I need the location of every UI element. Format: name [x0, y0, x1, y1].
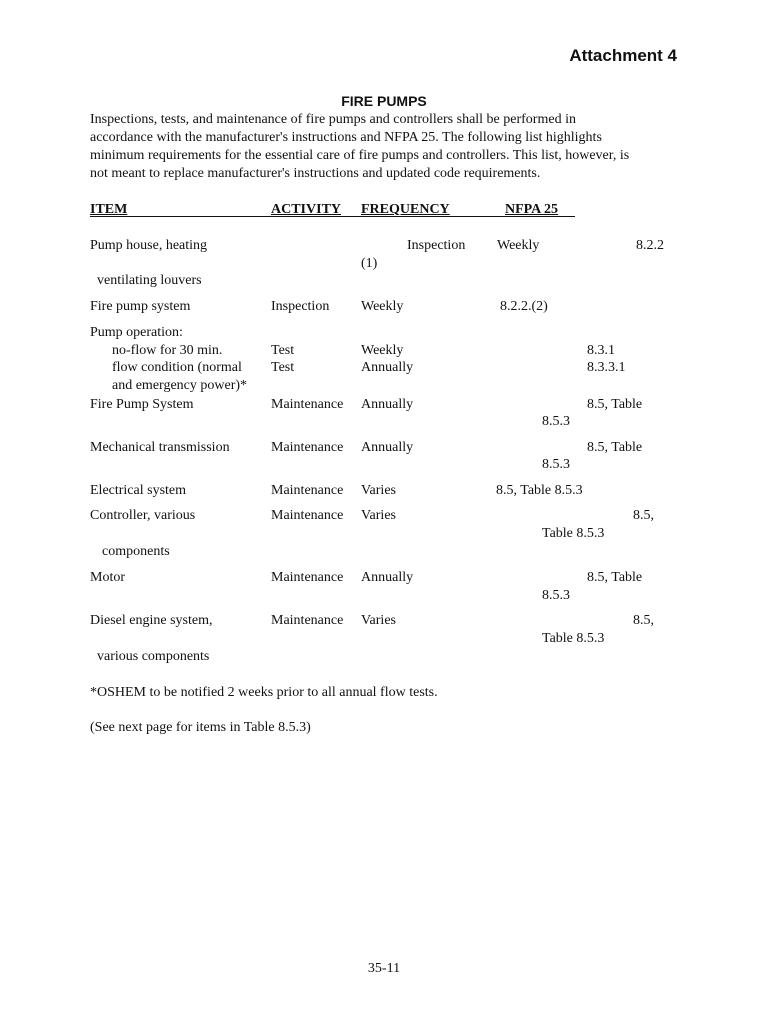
- row-fire-pump-maint-activity: Maintenance: [271, 397, 344, 412]
- intro-line: minimum requirements for the essential care of fire pumps and controllers. This list, however, is: [90, 148, 630, 163]
- row-pump-op-flow-nfpa: 8.3.3.1: [587, 360, 626, 375]
- row-pump-house-nfpa: 8.2.2: [636, 238, 664, 253]
- row-fire-pump-maint-nfpa: 8.5, Table: [587, 397, 643, 412]
- row-mechanical-frequency: Annually: [361, 440, 414, 455]
- row-pump-operation-item: Pump operation:: [90, 325, 183, 340]
- row-controller-nfpa: 8.5,: [633, 508, 654, 523]
- note-see-next-page: (See next page for items in Table 8.5.3): [90, 720, 311, 735]
- row-mechanical-nfpa: 8.5, Table: [587, 440, 643, 455]
- row-fire-pump-insp-item: Fire pump system: [90, 299, 191, 314]
- intro-line: accordance with the manufacturer's instructions and NFPA 25. The following list highlights: [90, 130, 602, 145]
- row-mechanical-item: Mechanical transmission: [90, 440, 230, 455]
- row-mechanical-nfpa-cont: 8.5.3: [542, 457, 570, 472]
- row-pump-op-noflow-item: no-flow for 30 min.: [112, 343, 223, 358]
- row-pump-op-flow-item: flow condition (normal: [112, 360, 242, 375]
- row-motor-frequency: Annually: [361, 570, 414, 585]
- row-pump-house-nfpa-cont: (1): [361, 256, 378, 271]
- note-oshem: *OSHEM to be notified 2 weeks prior to all annual flow tests.: [90, 685, 438, 700]
- row-pump-house-item-cont: ventilating louvers: [97, 273, 202, 288]
- row-electrical-item: Electrical system: [90, 483, 187, 498]
- row-fire-pump-insp-frequency: Weekly: [361, 299, 404, 314]
- intro-paragraph: [90, 111, 690, 183]
- row-diesel-item: Diesel engine system,: [90, 613, 213, 628]
- page-title: FIRE PUMPS: [341, 93, 427, 109]
- row-pump-op-flow-activity: Test: [271, 360, 295, 375]
- row-electrical-activity: Maintenance: [271, 483, 344, 498]
- intro-line: not meant to replace manufacturer's instructions and updated code requirements.: [90, 166, 541, 181]
- row-diesel-nfpa-cont: Table 8.5.3: [542, 631, 605, 646]
- row-electrical-frequency: Varies: [361, 483, 396, 498]
- attachment-label: Attachment 4: [569, 46, 677, 65]
- intro-line: Inspections, tests, and maintenance of fire pumps and controllers shall be performed in: [90, 112, 576, 127]
- row-motor-nfpa: 8.5, Table: [587, 570, 643, 585]
- row-pump-op-flow-item-cont: and emergency power)*: [112, 378, 248, 393]
- row-diesel-item-cont: various components: [97, 649, 210, 664]
- row-electrical-nfpa: 8.5, Table 8.5.3: [496, 483, 583, 498]
- row-mechanical-activity: Maintenance: [271, 440, 344, 455]
- row-diesel-nfpa: 8.5,: [633, 613, 654, 628]
- row-diesel-frequency: Varies: [361, 613, 396, 628]
- row-pump-house-item: Pump house, heating: [90, 238, 208, 253]
- header-activity: ACTIVITY: [271, 202, 342, 217]
- row-controller-activity: Maintenance: [271, 508, 344, 523]
- row-pump-op-flow-frequency: Annually: [361, 360, 414, 375]
- row-controller-frequency: Varies: [361, 508, 396, 523]
- row-pump-op-noflow-nfpa: 8.3.1: [587, 343, 615, 358]
- row-fire-pump-maint-item: Fire Pump System: [90, 397, 194, 412]
- row-pump-op-noflow-frequency: Weekly: [361, 343, 404, 358]
- row-fire-pump-insp-nfpa: 8.2.2.(2): [500, 299, 548, 314]
- row-pump-op-noflow-activity: Test: [271, 343, 295, 358]
- row-controller-nfpa-cont: Table 8.5.3: [542, 526, 605, 541]
- row-diesel-activity: Maintenance: [271, 613, 344, 628]
- row-pump-house-frequency: Weekly: [497, 238, 540, 253]
- page-number: 35-11: [367, 961, 401, 976]
- header-item: ITEM: [90, 202, 128, 217]
- row-controller-item-cont: components: [102, 544, 170, 559]
- row-fire-pump-maint-nfpa-cont: 8.5.3: [542, 414, 570, 429]
- row-controller-item: Controller, various: [90, 508, 196, 523]
- row-fire-pump-insp-activity: Inspection: [271, 299, 330, 314]
- header-nfpa: NFPA 25: [505, 202, 559, 217]
- header-underline: [90, 216, 575, 217]
- row-fire-pump-maint-frequency: Annually: [361, 397, 414, 412]
- row-pump-house-activity: Inspection: [407, 238, 466, 253]
- header-frequency: FREQUENCY: [361, 202, 450, 217]
- row-motor-nfpa-cont: 8.5.3: [542, 588, 570, 603]
- row-motor-item: Motor: [90, 570, 125, 585]
- row-motor-activity: Maintenance: [271, 570, 344, 585]
